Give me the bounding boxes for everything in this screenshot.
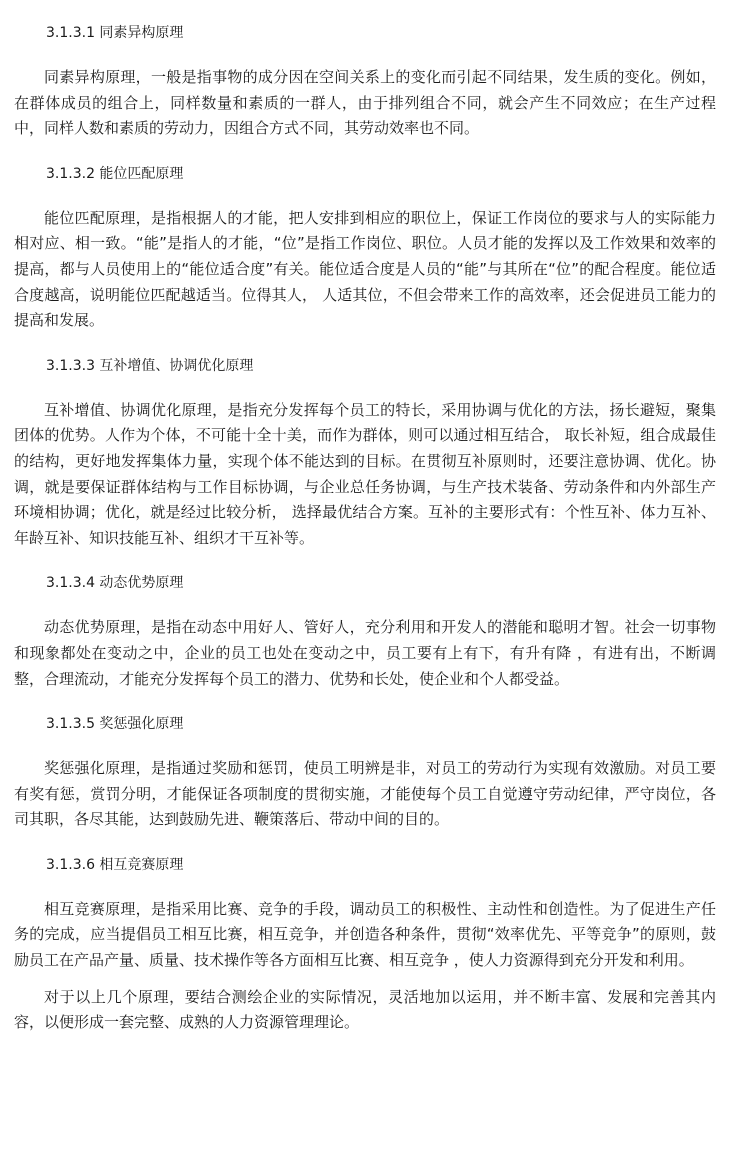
section-paragraph-3-1-3-3: 互补增值、协调优化原理，是指充分发挥每个员工的特长，采用协调与优化的方法，扬长避短，聚集团体的优势。人作为个体，不可能十全十美，而作为群体，则可以通过相互结合， 取长补短，组合成最佳的结构，更好地发挥集体力量，实现个体不能达到的目标。在贯彻互补原则时，还要注意协调、优化。协调，就是要保证群体结构与工作目标协调，与企业总任务协调，与生产技术装备、劳动条件和内外部生产环境相协调；优化，就是经过比较分析， 选择最优结合方案。互补的主要形式有：个性互补、体力互补、年龄互补、知识技能互补、组织才干互补等。 — [14, 400, 716, 547]
section-paragraph-3-1-3-2: 能位匹配原理，是指根据人的才能，把人安排到相应的职位上，保证工作岗位的要求与人的实际能力相对应、相一致。“能”是指人的才能，“位”是指工作岗位、职位。人员才能的发挥以及工作效果和效率的提高，都与人员使用上的“能位适合度”有关。能位适合度是人员的“能”与其所在“位”的配合程度。能位适合度越高，说明能位匹配越适当。位得其人， 人适其位，不但会带来工作的高效率，还会促进员工能力的提高和发展。 — [14, 208, 716, 330]
section-heading-3-1-3-4: 3.1.3.4 动态优势原理 — [46, 575, 184, 592]
conclusion-paragraph: 对于以上几个原理，要结合测绘企业的实际情况，灵活地加以运用，并不断丰富、发展和完善其内容，以便形成一套完整、成熟的人力资源管理理论。 — [14, 987, 716, 1032]
section-heading-3-1-3-3: 3.1.3.3 互补增值、协调优化原理 — [46, 357, 254, 374]
section-paragraph-3-1-3-1: 同素异构原理，一般是指事物的成分因在空间关系上的变化而引起不同结果，发生质的变化。例如，在群体成员的组合上，同样数量和素质的一群人，由于排列组合不同，就会产生不同效应；在生产过程中，同样人数和素质的劳动力，因组合方式不同，其劳动效率也不同。 — [14, 68, 716, 138]
section-heading-3-1-3-5: 3.1.3.5 奖惩强化原理 — [46, 716, 184, 733]
section-heading-3-1-3-2: 3.1.3.2 能位匹配原理 — [46, 165, 184, 182]
section-paragraph-3-1-3-5: 奖惩强化原理，是指通过奖励和惩罚，使员工明辨是非，对员工的劳动行为实现有效激励。对员工要有奖有惩，赏罚分明，才能保证各项制度的贯彻实施，才能使每个员工自觉遵守劳动纪律，严守岗位，各司其职，各尽其能，达到鼓励先进、鞭策落后、带动中间的目的。 — [14, 759, 716, 829]
section-paragraph-3-1-3-4: 动态优势原理，是指在动态中用好人、管好人，充分利用和开发人的潜能和聪明才智。社会一切事物和现象都处在变动之中，企业的员工也处在变动之中，员工要有上有下，有升有降 ，有进有出，不断调整，合理流动，才能充分发挥每个员工的潜力、优势和长处，使企业和个人都受益。 — [14, 618, 716, 688]
section-paragraph-3-1-3-6: 相互竞赛原理，是指采用比赛、竞争的手段，调动员工的积极性、主动性和创造性。为了促进生产任务的完成，应当提倡员工相互比赛，相互竞争，并创造各种条件，贯彻“效率优先、平等竞争”的原则，鼓励员工在产品产量、质量、技术操作等各方面相互比赛、相互竞争 ，使人力资源得到充分开发和利用。 — [14, 899, 716, 970]
section-heading-3-1-3-1: 3.1.3.1 同素异构原理 — [46, 25, 184, 41]
section-heading-3-1-3-6: 3.1.3.6 相互竞赛原理 — [46, 856, 184, 873]
